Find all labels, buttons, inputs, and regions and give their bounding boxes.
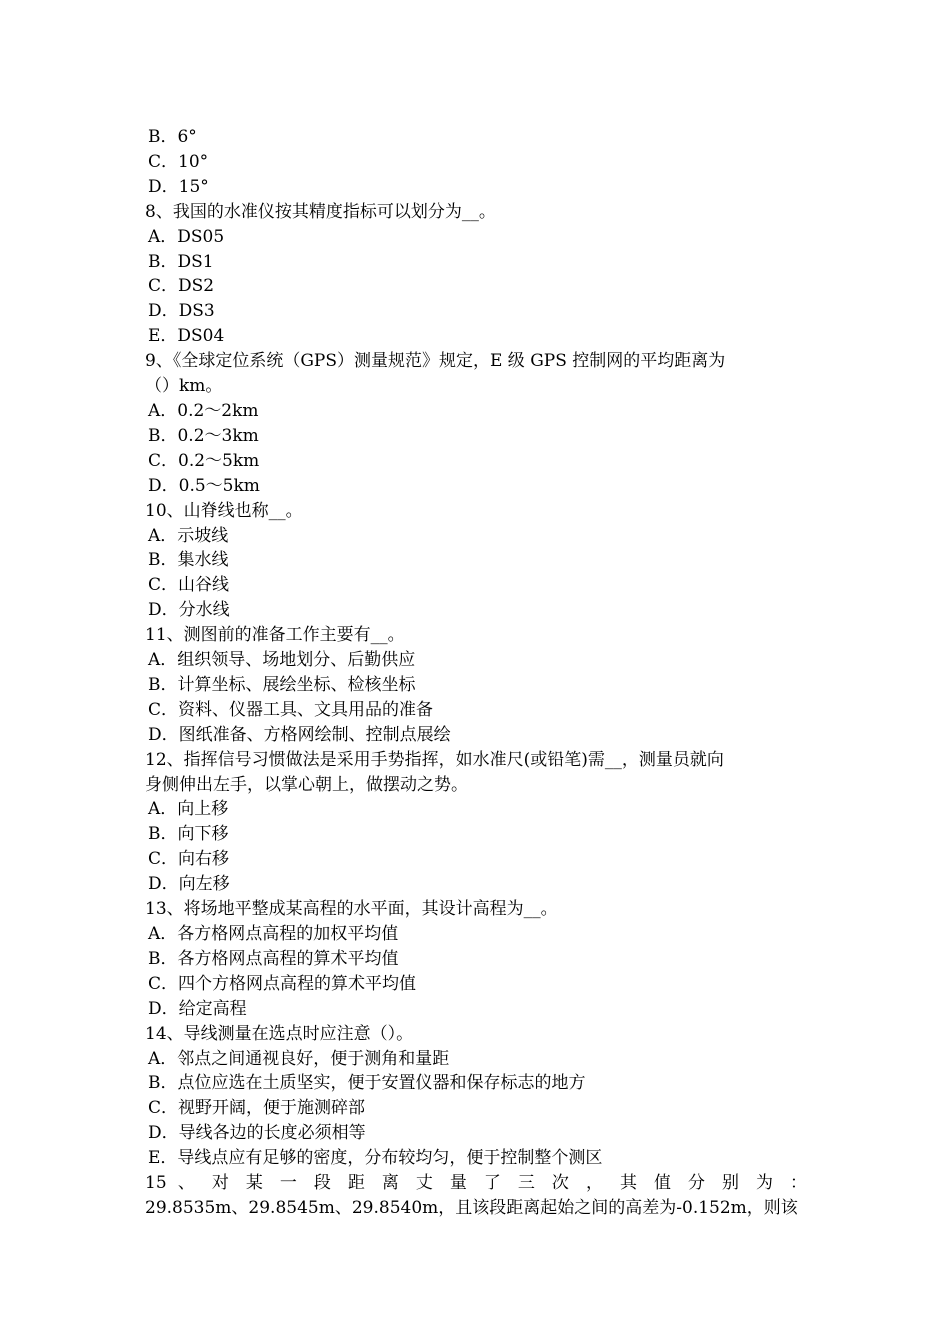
option-line: C．四个方格网点高程的算术平均值 bbox=[148, 973, 417, 994]
option-line: C．DS2 bbox=[148, 276, 215, 297]
option-line: D．15° bbox=[148, 176, 209, 197]
option-line: C．视野开阔，便于施测碎部 bbox=[148, 1098, 366, 1119]
option-line: B．计算坐标、展绘坐标、检核坐标 bbox=[148, 674, 416, 695]
option-line: C．0.2～5km bbox=[148, 450, 260, 471]
option-line: D．导线各边的长度必须相等 bbox=[148, 1123, 366, 1144]
option-line: A．邻点之间通视良好，便于测角和量距 bbox=[148, 1048, 450, 1069]
question-text-body bbox=[145, 125, 807, 1221]
option-line: E．DS04 bbox=[148, 326, 225, 347]
option-line: B．各方格网点高程的算术平均值 bbox=[148, 948, 399, 969]
question-line: 11、测图前的准备工作主要有__。 bbox=[145, 625, 405, 646]
option-line: A．示坡线 bbox=[148, 525, 229, 546]
option-line: D．0.5～5km bbox=[148, 475, 260, 496]
question-line: 29.8535m、29.8545m、29.8540m，且该段距离起始之间的高差为-0.152m，则该 bbox=[145, 1197, 798, 1218]
option-line: B．点位应选在土质坚实，便于安置仪器和保存标志的地方 bbox=[148, 1073, 586, 1094]
option-line: D．给定高程 bbox=[148, 998, 247, 1019]
question-line: 12、指挥信号习惯做法是采用手势指挥，如水准尺(或铅笔)需__，测量员就向 bbox=[145, 749, 724, 770]
option-line: B．集水线 bbox=[148, 550, 229, 571]
option-line: B．0.2～3km bbox=[148, 425, 259, 446]
question-line: 9、《全球定位系统（GPS）测量规范》规定，E 级 GPS 控制网的平均距离为 bbox=[145, 351, 726, 372]
option-line: D．图纸准备、方格网绘制、控制点展绘 bbox=[148, 724, 451, 745]
option-line: E．导线点应有足够的密度，分布较均匀，便于控制整个测区 bbox=[148, 1148, 603, 1169]
option-line: A．各方格网点高程的加权平均值 bbox=[148, 924, 399, 944]
option-line: D．DS3 bbox=[148, 301, 215, 322]
option-line: C．资料、仪器工具、文具用品的准备 bbox=[148, 699, 434, 720]
question-line: 15 、 对 某 一 段 距 离 丈 量 了 三 次 ， 其 值 分 别 为 ： bbox=[145, 1173, 807, 1194]
option-line: C．向右移 bbox=[148, 849, 230, 870]
option-line: D．向左移 bbox=[148, 874, 230, 895]
option-line: B．向下移 bbox=[148, 824, 229, 845]
option-line: A．向上移 bbox=[148, 799, 229, 820]
question-line: 8、我国的水准仪按其精度指标可以划分为__。 bbox=[145, 201, 496, 222]
option-line: A．0.2～2km bbox=[148, 400, 259, 421]
option-line: A．组织领导、场地划分、后勤供应 bbox=[148, 650, 416, 671]
option-line: C．山谷线 bbox=[148, 575, 230, 596]
question-line: （）km。 bbox=[145, 376, 223, 397]
option-line: D．分水线 bbox=[148, 600, 230, 621]
question-line: 13、将场地平整成某高程的水平面，其设计高程为__。 bbox=[145, 899, 558, 920]
option-line: B．6° bbox=[148, 127, 197, 147]
question-line: 10、山脊线也称__。 bbox=[145, 500, 303, 521]
option-line: A．DS05 bbox=[148, 226, 225, 247]
option-line: B．DS1 bbox=[148, 251, 214, 272]
option-line: C．10° bbox=[148, 151, 209, 172]
question-line: 身侧伸出左手，以掌心朝上，做摆动之势。 bbox=[145, 774, 468, 795]
question-line: 14、导线测量在选点时应注意（）。 bbox=[145, 1023, 414, 1044]
